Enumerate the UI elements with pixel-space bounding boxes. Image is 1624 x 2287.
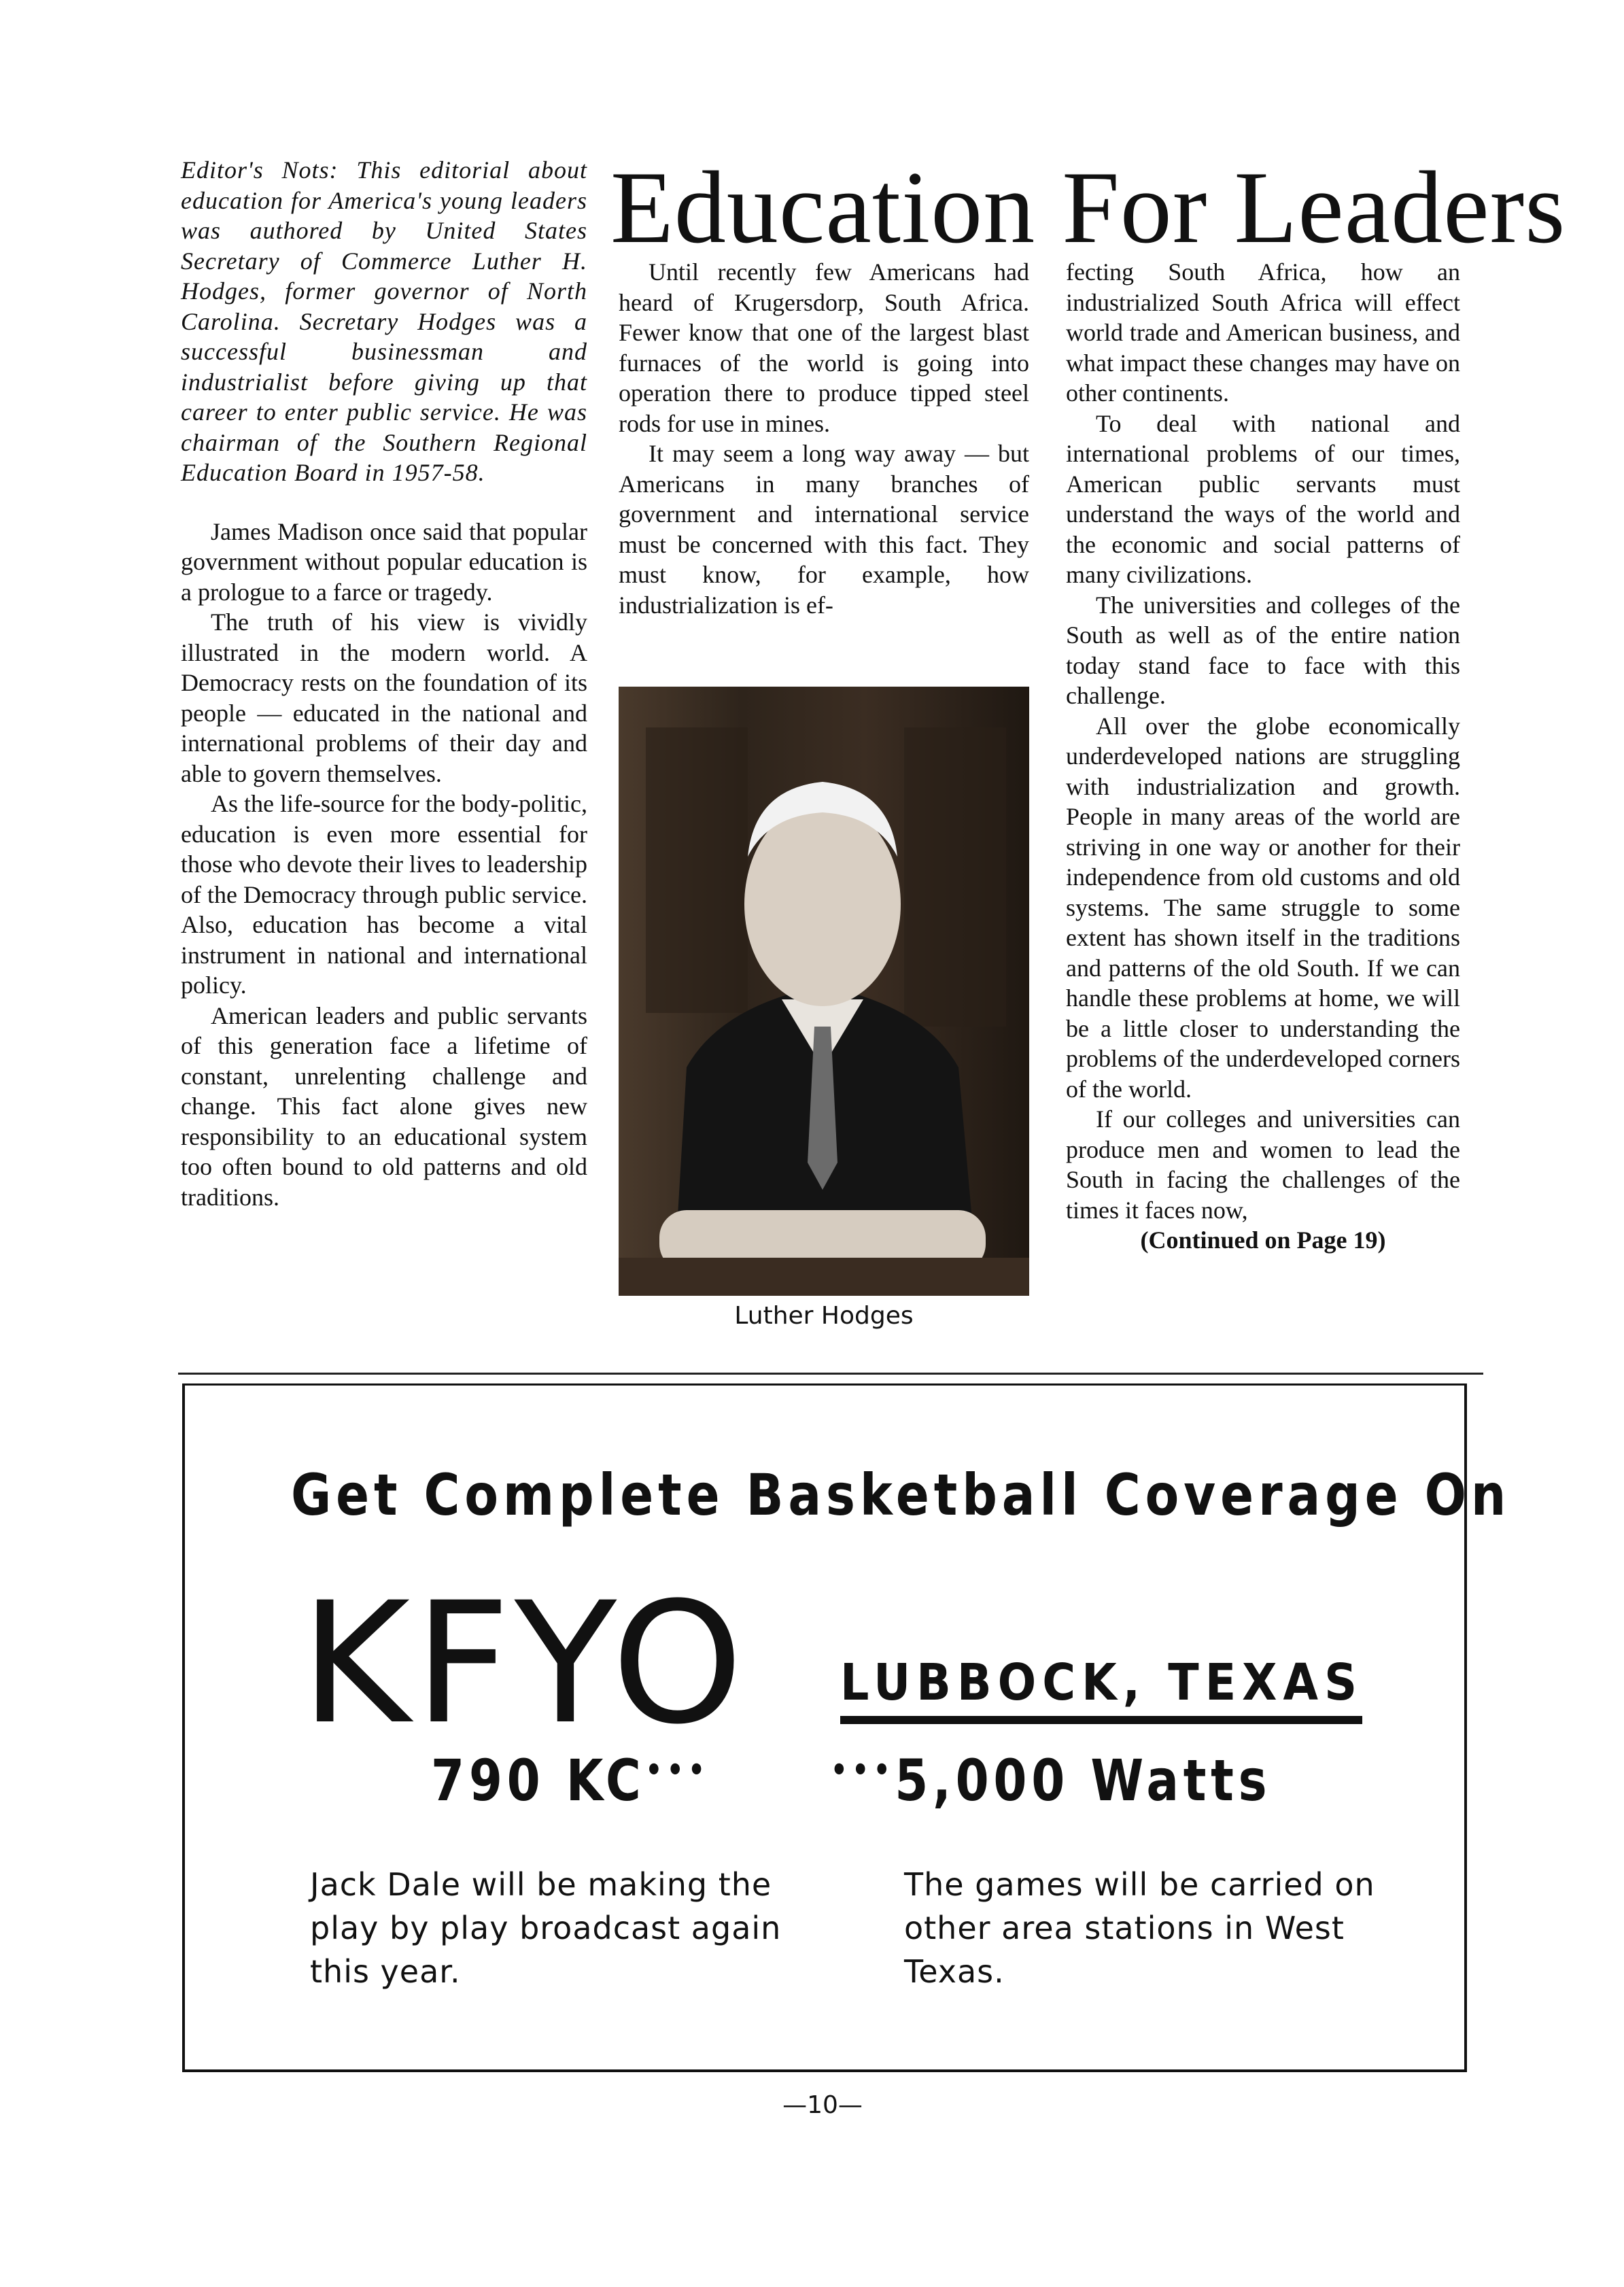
col3-paragraph: The universities and colleges of the South as well as of the entire nation today stand face to face with this challenge.: [1066, 591, 1460, 709]
col3-paragraph: To deal with national and international problems of our times, American public servants must understand the ways of the world and the economic and social patterns of many civilizations.: [1066, 409, 1460, 588]
col2-paragraph: Until recently few Americans had heard of Krugersdorp, South Africa. Fewer know that one of the largest blast furnaces of the world is going into operation there to produce tipped steel rods for use in mines.: [619, 258, 1029, 437]
ad-heading: Get Complete Basketball Coverage On: [291, 1462, 1511, 1528]
col3-paragraph: fecting South Africa, how an industrialized South Africa will effect world trade and American business, and what impact these changes may have on other continents.: [1066, 258, 1460, 407]
column-right: [1066, 257, 1460, 1256]
col1-paragraph: James Madison once said that popular government without popular education is a prologue to a farce or tragedy.: [181, 517, 587, 606]
col2-paragraph: It may seem a long way away — but Americans in many branches of government and international service must be concerned with this fact. They must know, for example, how industrialization is ef-: [619, 440, 1029, 619]
col3-paragraph: All over the globe economically underdeveloped nations are struggling with industrialization and growth. People in many areas of the world are striving in one way or another for their independence from old customs and old systems. The same struggle to some extent has shown itself in the traditions and patterns of the old South. If we can handle these problems at home, we will be a little closer to understanding the problems of the underdeveloped corners of the world.: [1066, 712, 1460, 1103]
column-left: [181, 155, 587, 1212]
col1-paragraph: The truth of his view is vividly illustrated in the modern world. A Democracy rests on the foundation of its people — educated in the national and international problems of their day and able to govern themselves.: [181, 608, 587, 787]
ad-city: LUBBOCK, TEXAS: [840, 1653, 1364, 1712]
column-middle: [619, 257, 1029, 620]
portrait-photo: [619, 687, 1029, 1296]
page-number: —10—: [782, 2091, 863, 2119]
power-value: 5,000 Watts: [895, 1747, 1272, 1814]
ad-power: •••5,000 Watts: [831, 1747, 1272, 1814]
frequency-value: 790 KC: [431, 1747, 646, 1814]
portrait-illustration: [619, 687, 1029, 1296]
ad-top-rule: [178, 1373, 1483, 1375]
continued-note: (Continued on Page 19): [1140, 1226, 1386, 1254]
ad-frequency: 790 KC•••: [431, 1747, 710, 1814]
station-logo: KFYO: [300, 1567, 748, 1761]
col3-paragraph: If our colleges and universities can produce men and women to lead the South in facing the challenges of the times it faces now,: [1066, 1105, 1460, 1224]
editor-note: Editor's Nots: This editorial about education for America's young leaders was authored by United States Secretary of Commerce Luther H. Hodges, former governor of North Carolina. Secretary Hodges was a successful businessman and industrialist before giving up that career to enter public service. He was chairman of the Southern Regional Education Board in 1957-58.: [181, 156, 587, 486]
col1-paragraph: As the life-source for the body-politic, education is even more essential for those who devote their lives to leadership of the Democracy through public service. Also, education has become a vital instrument in national and international policy.: [181, 790, 587, 999]
city-underline: [840, 1716, 1362, 1724]
ad-right-text: The games will be carried on other area stations in West Texas.: [904, 1866, 1375, 1990]
ad-left-text: Jack Dale will be making the play by play broadcast again this year.: [310, 1866, 782, 1990]
photo-caption: Luther Hodges: [734, 1302, 914, 1330]
article-title: Education For Leaders: [610, 150, 1566, 264]
col1-paragraph: American leaders and public servants of this generation face a lifetime of constant, unrelenting challenge and change. This fact alone gives new responsibility to an educational system too often bound to old patterns and old traditions.: [181, 1001, 587, 1211]
